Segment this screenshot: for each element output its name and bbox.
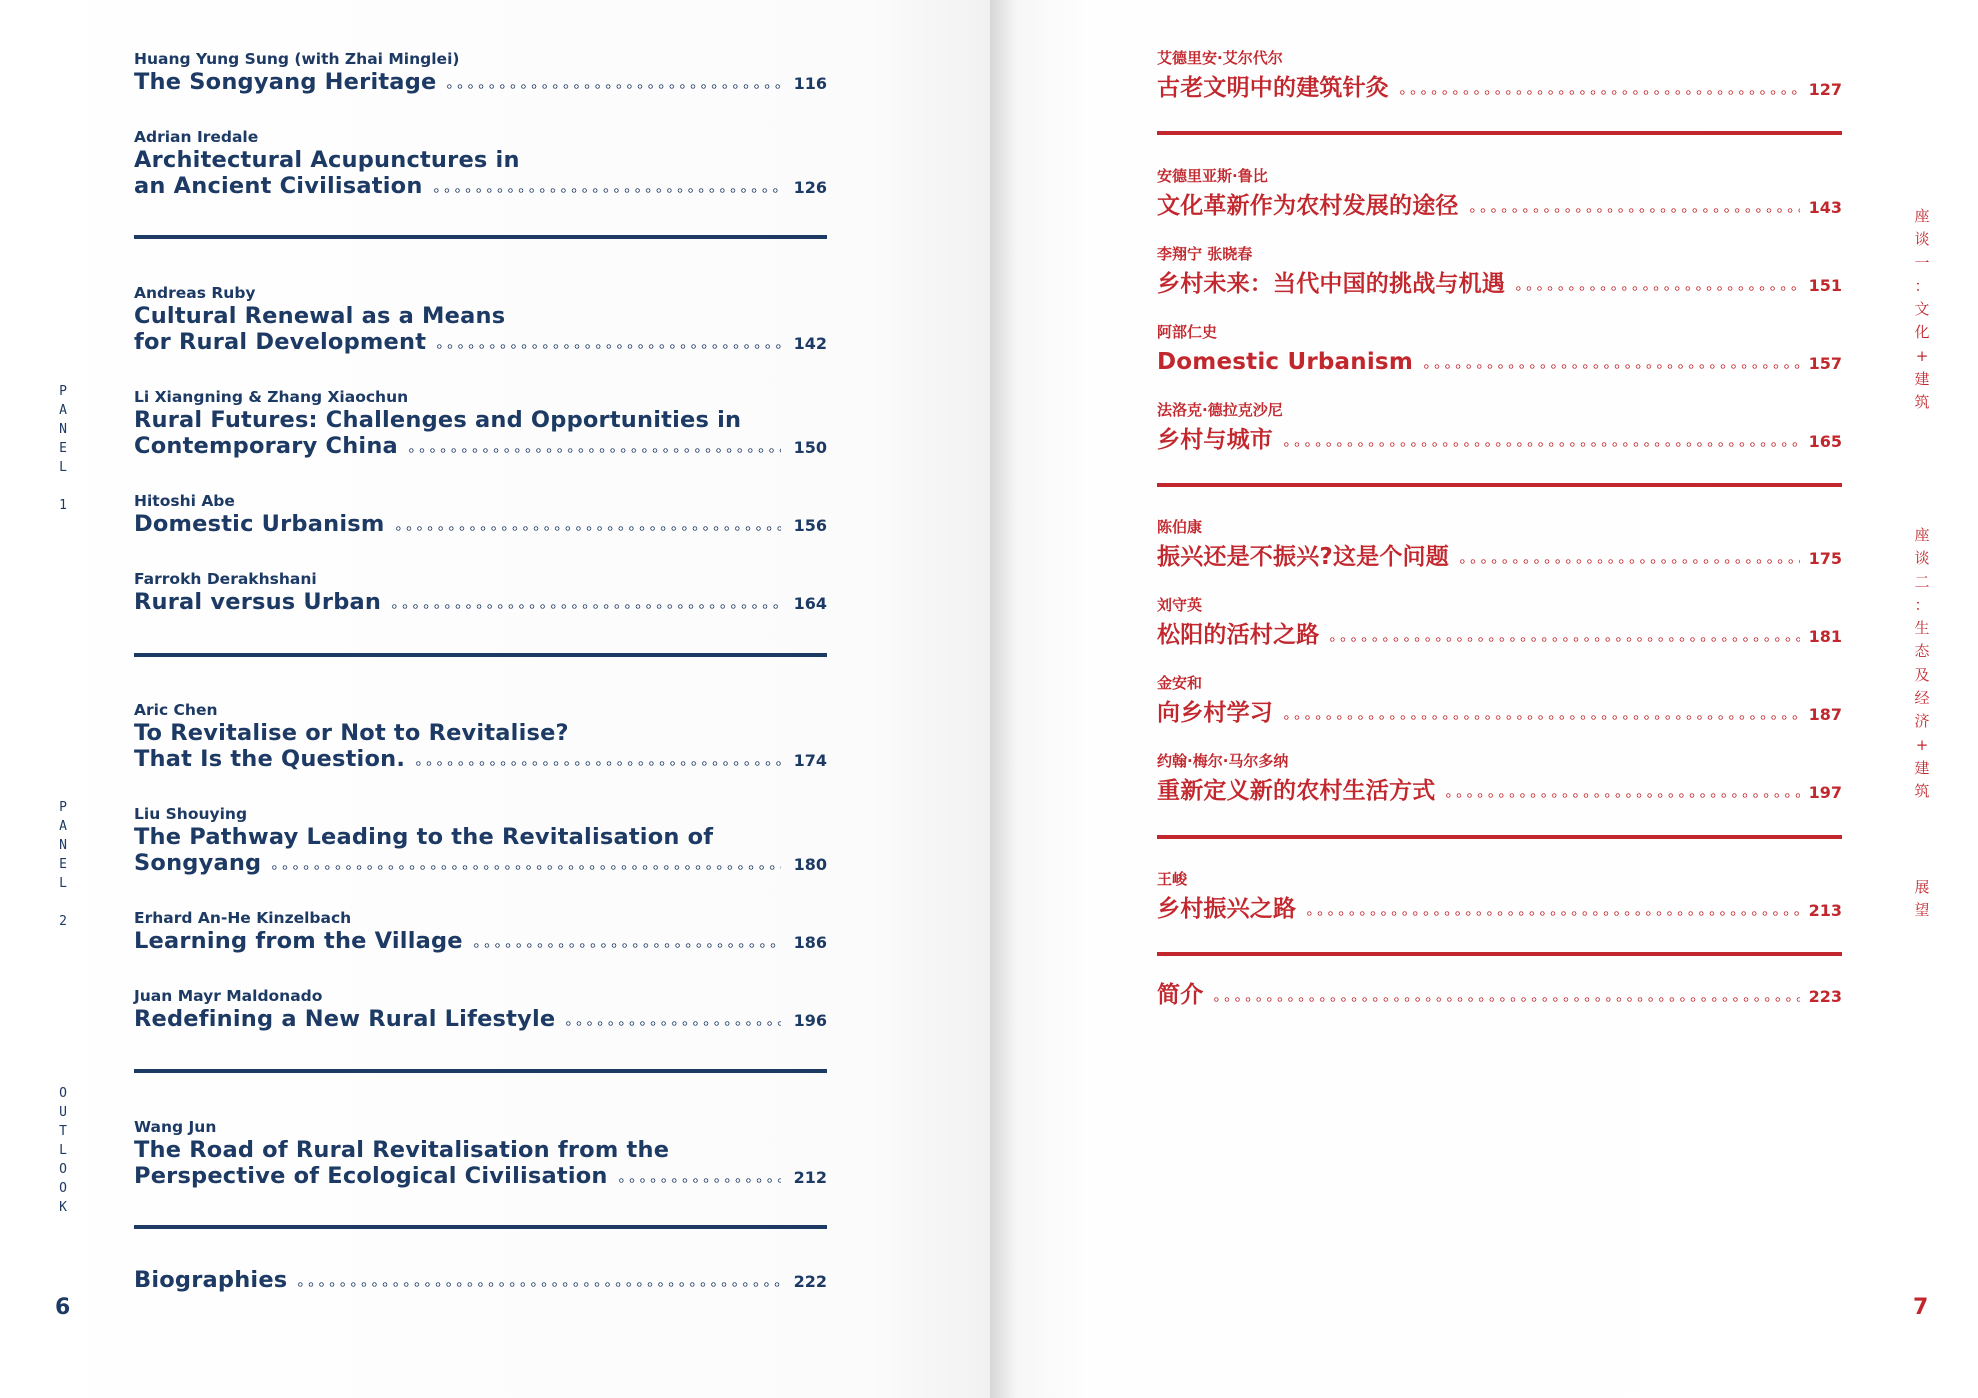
entry-page-number: 151	[1808, 276, 1842, 295]
dot-leader	[393, 526, 782, 531]
toc-entry[interactable]	[134, 986, 827, 1032]
toc-entry[interactable]	[1157, 48, 1842, 102]
dot-leader	[616, 1178, 781, 1183]
dot-leader	[563, 1021, 781, 1026]
toc-entry-biographies[interactable]	[1157, 981, 1842, 1009]
panel-1-cn-label: 座 谈 一 ： 文 化 + 建 筑	[1914, 207, 1930, 412]
entry-author: 安德里亚斯·鲁比	[1157, 167, 1268, 185]
entry-title: 乡村与城市	[1157, 427, 1273, 453]
dot-leader	[295, 1282, 781, 1287]
entry-title: 简介	[1157, 982, 1204, 1008]
entry-title: Architectural Acupunctures in	[134, 147, 520, 173]
dot-leader	[1421, 364, 1800, 369]
entry-title: Redefining a New Rural Lifestyle	[134, 1006, 556, 1032]
entry-author: Erhard An-He Kinzelbach	[134, 909, 352, 927]
entry-page-number: 165	[1808, 432, 1842, 451]
dot-leader	[1327, 637, 1800, 642]
entry-page-number: 164	[793, 594, 827, 613]
entry-title: an Ancient Civilisation	[134, 173, 423, 199]
entry-page-number: 197	[1808, 783, 1842, 802]
entry-author: 阿部仁史	[1157, 323, 1218, 341]
entry-author: Liu Shouying	[134, 805, 248, 823]
toc-entry[interactable]	[1157, 751, 1842, 805]
entry-title: The Road of Rural Revitalisation from the	[134, 1137, 670, 1163]
entry-page-number: 126	[793, 178, 827, 197]
entry-title: Rural Futures: Challenges and Opportunities in	[134, 407, 742, 433]
dot-leader	[1281, 715, 1800, 720]
panel-1-label: P A N E L 1	[59, 384, 67, 513]
section-divider	[1157, 131, 1842, 135]
entry-author: 法洛克·德拉克沙尼	[1157, 401, 1283, 419]
dot-leader	[269, 865, 781, 870]
entry-title: 乡村未来：当代中国的挑战与机遇	[1157, 271, 1505, 297]
entry-title: Songyang	[134, 850, 262, 876]
entry-author: 李翔宁 张晓春	[1157, 245, 1253, 263]
entry-author: Adrian Iredale	[134, 128, 259, 146]
entry-title: Domestic Urbanism	[1157, 349, 1413, 375]
dot-leader	[1513, 286, 1800, 291]
dot-leader	[1397, 90, 1800, 95]
entry-title: 乡村振兴之路	[1157, 896, 1297, 922]
toc-entry-biographies[interactable]	[134, 1267, 827, 1293]
toc-entry[interactable]	[134, 387, 827, 459]
toc-entry[interactable]	[134, 127, 827, 199]
section-divider	[1157, 835, 1842, 839]
right-page	[990, 0, 1978, 1398]
toc-entry[interactable]	[134, 491, 827, 537]
dot-leader	[434, 344, 781, 349]
dot-leader	[413, 761, 781, 766]
section-divider	[134, 235, 827, 239]
entry-title: 重新定义新的农村生活方式	[1157, 778, 1436, 804]
entry-title: The Pathway Leading to the Revitalisation of	[134, 824, 714, 850]
dot-leader	[389, 604, 781, 609]
section-divider	[1157, 952, 1842, 956]
toc-entry[interactable]	[134, 804, 827, 876]
entry-author: 艾德里安·艾尔代尔	[1157, 49, 1283, 67]
toc-entry[interactable]	[1157, 166, 1842, 220]
dot-leader	[444, 84, 781, 89]
entry-page-number: 127	[1808, 80, 1842, 99]
dot-leader	[1304, 911, 1800, 916]
entry-title: Contemporary China	[134, 433, 398, 459]
entry-page-number: 175	[1808, 549, 1842, 568]
entry-author: Juan Mayr Maldonado	[134, 987, 323, 1005]
dot-leader	[1211, 997, 1800, 1002]
toc-entry[interactable]	[134, 569, 827, 615]
dot-leader	[406, 448, 781, 453]
entry-title: 古老文明中的建筑针灸	[1157, 75, 1389, 101]
entry-title: The Songyang Heritage	[134, 69, 437, 95]
dot-leader	[1443, 793, 1800, 798]
page-number-right: 7	[1913, 1295, 1929, 1320]
section-divider	[134, 1069, 827, 1073]
entry-page-number: 143	[1808, 198, 1842, 217]
panel-2-cn-label: 座 谈 二 ： 生 态 及 经 济 + 建 筑	[1914, 526, 1930, 801]
entry-page-number: 116	[793, 74, 827, 93]
entry-author: 陈伯康	[1157, 518, 1203, 536]
entry-title: Biographies	[134, 1267, 288, 1293]
dot-leader	[431, 188, 781, 193]
entry-title: 松阳的活村之路	[1157, 622, 1320, 648]
section-divider	[134, 653, 827, 657]
entry-page-number: 196	[793, 1011, 827, 1030]
entry-page-number: 142	[793, 334, 827, 353]
entry-page-number: 180	[793, 855, 827, 874]
toc-entry[interactable]	[1157, 322, 1842, 376]
toc-entry[interactable]	[1157, 595, 1842, 649]
toc-entry[interactable]	[134, 1117, 827, 1189]
section-divider	[134, 1225, 827, 1229]
dot-leader	[471, 943, 781, 948]
section-divider	[1157, 483, 1842, 487]
entry-author: Huang Yung Sung (with Zhai Minglei)	[134, 50, 460, 68]
entry-page-number: 150	[793, 438, 827, 457]
page-number-left: 6	[55, 1295, 71, 1320]
entry-page-number: 223	[1808, 987, 1842, 1006]
entry-title: 文化革新作为农村发展的途径	[1157, 193, 1459, 219]
entry-title: Perspective of Ecological Civilisation	[134, 1163, 608, 1189]
toc-entry[interactable]	[1157, 517, 1842, 571]
toc-entry[interactable]	[134, 908, 827, 954]
entry-author: 约翰·梅尔·马尔多纳	[1157, 752, 1289, 770]
toc-entry[interactable]	[134, 700, 827, 772]
dot-leader	[1467, 208, 1800, 213]
entry-title: Domestic Urbanism	[134, 511, 385, 537]
outlook-cn-label: 展 望	[1914, 878, 1930, 920]
toc-entry[interactable]	[1157, 869, 1842, 923]
entry-title: That Is the Question.	[134, 746, 406, 772]
entry-title: Cultural Renewal as a Means	[134, 303, 506, 329]
entry-author: 刘守英	[1157, 596, 1203, 614]
panel-2-label: P A N E L 2	[59, 800, 67, 929]
toc-entry[interactable]	[134, 283, 827, 355]
toc-entry[interactable]	[134, 49, 827, 95]
entry-author: Andreas Ruby	[134, 284, 256, 302]
entry-author: Li Xiangning & Zhang Xiaochun	[134, 388, 409, 406]
entry-title: 向乡村学习	[1157, 700, 1273, 726]
entry-page-number: 181	[1808, 627, 1842, 646]
entry-title: 振兴还是不振兴?这是个问题	[1157, 544, 1449, 570]
entry-page-number: 187	[1808, 705, 1842, 724]
toc-entry[interactable]	[1157, 673, 1842, 727]
entry-author: 王峻	[1157, 870, 1188, 888]
entry-title: for Rural Development	[134, 329, 427, 355]
entry-title: To Revitalise or Not to Revitalise?	[134, 720, 569, 746]
entry-author: Hitoshi Abe	[134, 492, 235, 510]
entry-page-number: 157	[1808, 354, 1842, 373]
entry-page-number: 156	[793, 516, 827, 535]
entry-page-number: 174	[793, 751, 827, 770]
entry-page-number: 186	[793, 933, 827, 952]
dot-leader	[1457, 559, 1800, 564]
entry-page-number: 222	[793, 1272, 827, 1291]
toc-entry[interactable]	[1157, 244, 1842, 298]
entry-title: Learning from the Village	[134, 928, 463, 954]
toc-entry[interactable]	[1157, 400, 1842, 454]
entry-author: 金安和	[1157, 674, 1203, 692]
entry-title: Rural versus Urban	[134, 589, 382, 615]
outlook-label: O U T L O O K	[59, 1086, 67, 1215]
entry-author: Aric Chen	[134, 701, 218, 719]
entry-author: Wang Jun	[134, 1118, 217, 1136]
entry-page-number: 213	[1808, 901, 1842, 920]
dot-leader	[1281, 442, 1800, 447]
entry-page-number: 212	[793, 1168, 827, 1187]
entry-author: Farrokh Derakhshani	[134, 570, 317, 588]
